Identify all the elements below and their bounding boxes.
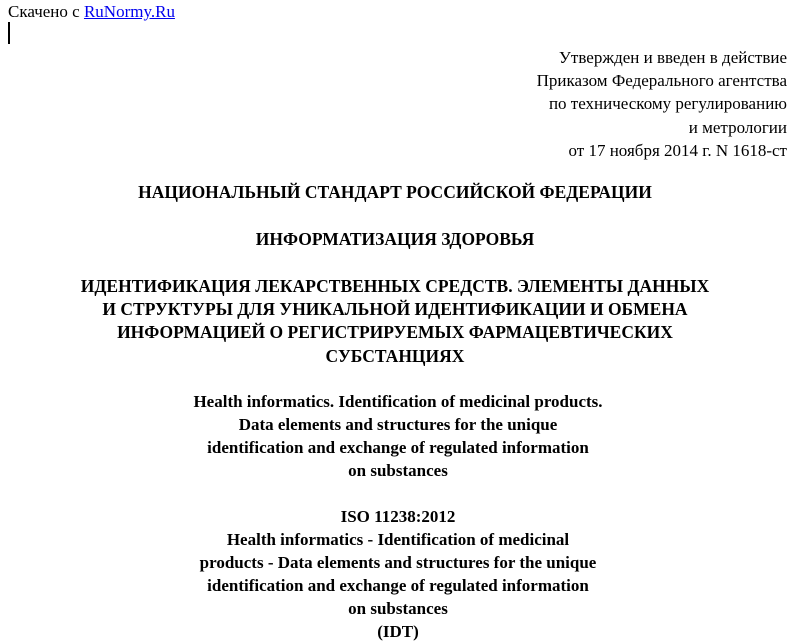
iso-title-line: Health informatics - Identification of medicinal (226, 530, 570, 550)
russian-title-line: СУБСТАНЦИЯХ (325, 345, 465, 366)
equivalence-marker: (IDT) (377, 622, 419, 642)
english-title-line: Health informatics. Identification of medicinal products. (193, 392, 603, 411)
english-title-line: identification and exchange of regulated information (207, 438, 589, 458)
approval-line: по техническому регулированию (548, 94, 787, 114)
text-cursor (8, 22, 10, 44)
approval-block (537, 46, 787, 162)
iso-title-line: products - Data elements and structures for the unique (199, 553, 597, 573)
national-standard-title (0, 181, 790, 204)
approval-line: и метрологии (688, 117, 787, 137)
download-source-line (8, 2, 175, 22)
english-title-line: on substances (348, 461, 448, 481)
russian-title-line: ИНФОРМАЦИЕЙ О РЕГИСТРИРУЕМЫХ ФАРМАЦЕВТИЧЕСКИХ (117, 322, 673, 343)
iso-title-line: on substances (348, 599, 448, 619)
approval-line: Утвержден и введен в действие (558, 48, 787, 67)
national-standard-title-text: НАЦИОНАЛЬНЫЙ СТАНДАРТ РОССИЙСКОЙ ФЕДЕРАЦИИ (138, 182, 652, 202)
russian-title-line: ИДЕНТИФИКАЦИЯ ЛЕКАРСТВЕННЫХ СРЕДСТВ. ЭЛЕМЕНТЫ ДАННЫХ (80, 276, 710, 296)
russian-title-line: И СТРУКТУРЫ ДЛЯ УНИКАЛЬНОЙ ИДЕНТИФИКАЦИИ И ОБМЕНА (102, 299, 688, 320)
approval-line: от 17 ноября 2014 г. N 1618-ст (568, 140, 787, 160)
runormy-link[interactable]: RuNormy.Ru (83, 2, 175, 21)
standard-topic (0, 228, 790, 251)
download-prefix: Скачено с (8, 2, 84, 21)
english-title (0, 390, 790, 482)
english-title-line: Data elements and structures for the unique (238, 415, 558, 435)
iso-code: ISO 11238:2012 (340, 507, 456, 526)
iso-reference (0, 505, 790, 644)
approval-line: Приказом Федерального агентства (536, 71, 787, 91)
standard-topic-text: ИНФОРМАТИЗАЦИЯ ЗДОРОВЬЯ (255, 229, 535, 249)
iso-title-line: identification and exchange of regulated information (207, 576, 589, 596)
russian-title (0, 275, 790, 368)
